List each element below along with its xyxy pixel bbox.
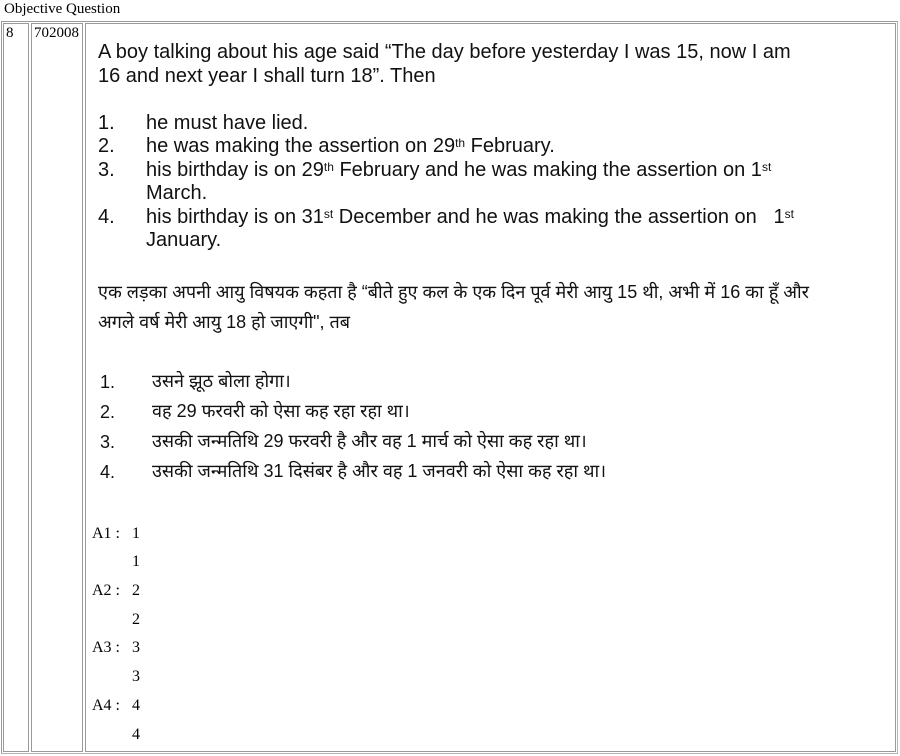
answer-1-value: 1: [132, 525, 140, 542]
answer-4-sub: 4: [132, 726, 140, 743]
answer-4-label: A4 :: [92, 697, 120, 714]
answer-3-label: A3 :: [92, 639, 120, 656]
hindi-stem-line-2: अगले वर्ष मेरी आयु 18 हो जाएगी", तब: [98, 312, 351, 332]
hindi-option-2: वह 29 फरवरी को ऐसा कह रहा रहा था।: [152, 401, 410, 421]
question-number-cell: [3, 23, 29, 752]
answer-3-value: 3: [132, 639, 140, 656]
english-option-4-number: 4.: [98, 206, 115, 228]
english-option-4-line-1: his birthday is on 31st December and he was making the assertion on 1st: [146, 206, 794, 228]
hindi-option-4-number: 4.: [100, 462, 116, 482]
question-id-cell: [31, 23, 83, 752]
question-id: 702008: [34, 25, 79, 41]
section-header: [0, 0, 900, 21]
english-stem-line-1: A boy talking about his age said “The day before yesterday I was 15, now I am: [98, 41, 791, 63]
english-option-2: he was making the assertion on 29th February.: [146, 135, 555, 157]
hindi-option-3-number: 3.: [100, 432, 116, 452]
hindi-option-2-number: 2.: [100, 402, 116, 422]
hindi-option-3: उसकी जन्मतिथि 29 फरवरी है और वह 1 मार्च को ऐसा कह रहा था।: [152, 431, 587, 451]
hindi-stem-line-1: एक लड़का अपनी आयु विषयक कहता है “बीते हुए कल के एक दिन पूर्व मेरी आयु 15 थी, अभी में 16 का हूँ और: [98, 282, 810, 302]
english-option-1-number: 1.: [98, 112, 115, 134]
answer-1-sub: 1: [132, 553, 140, 570]
english-option-4-line-2: January.: [146, 229, 222, 251]
question-number: 8: [6, 25, 14, 41]
answer-4-value: 4: [132, 697, 140, 714]
hindi-option-1: उसने झूठ बोला होगा।: [152, 371, 291, 391]
answer-2-sub: 2: [132, 611, 140, 628]
english-option-3-number: 3.: [98, 159, 115, 181]
english-option-3-line-2: March.: [146, 182, 208, 204]
english-stem-line-2: 16 and next year I shall turn 18”. Then: [98, 65, 436, 87]
english-option-2-number: 2.: [98, 135, 115, 157]
answer-2-value: 2: [132, 582, 140, 599]
section-title: Objective Question: [4, 1, 121, 17]
answer-2-label: A2 :: [92, 582, 120, 599]
english-option-3-line-1: his birthday is on 29th February and he was making the assertion on 1st: [146, 159, 772, 181]
english-option-1: he must have lied.: [146, 112, 309, 134]
answer-3-sub: 3: [132, 668, 140, 685]
answer-1-label: A1 :: [92, 525, 120, 542]
hindi-option-1-number: 1.: [100, 372, 116, 392]
hindi-option-4: उसकी जन्मतिथि 31 दिसंबर है और वह 1 जनवरी को ऐसा कह रहा था।: [152, 461, 607, 481]
